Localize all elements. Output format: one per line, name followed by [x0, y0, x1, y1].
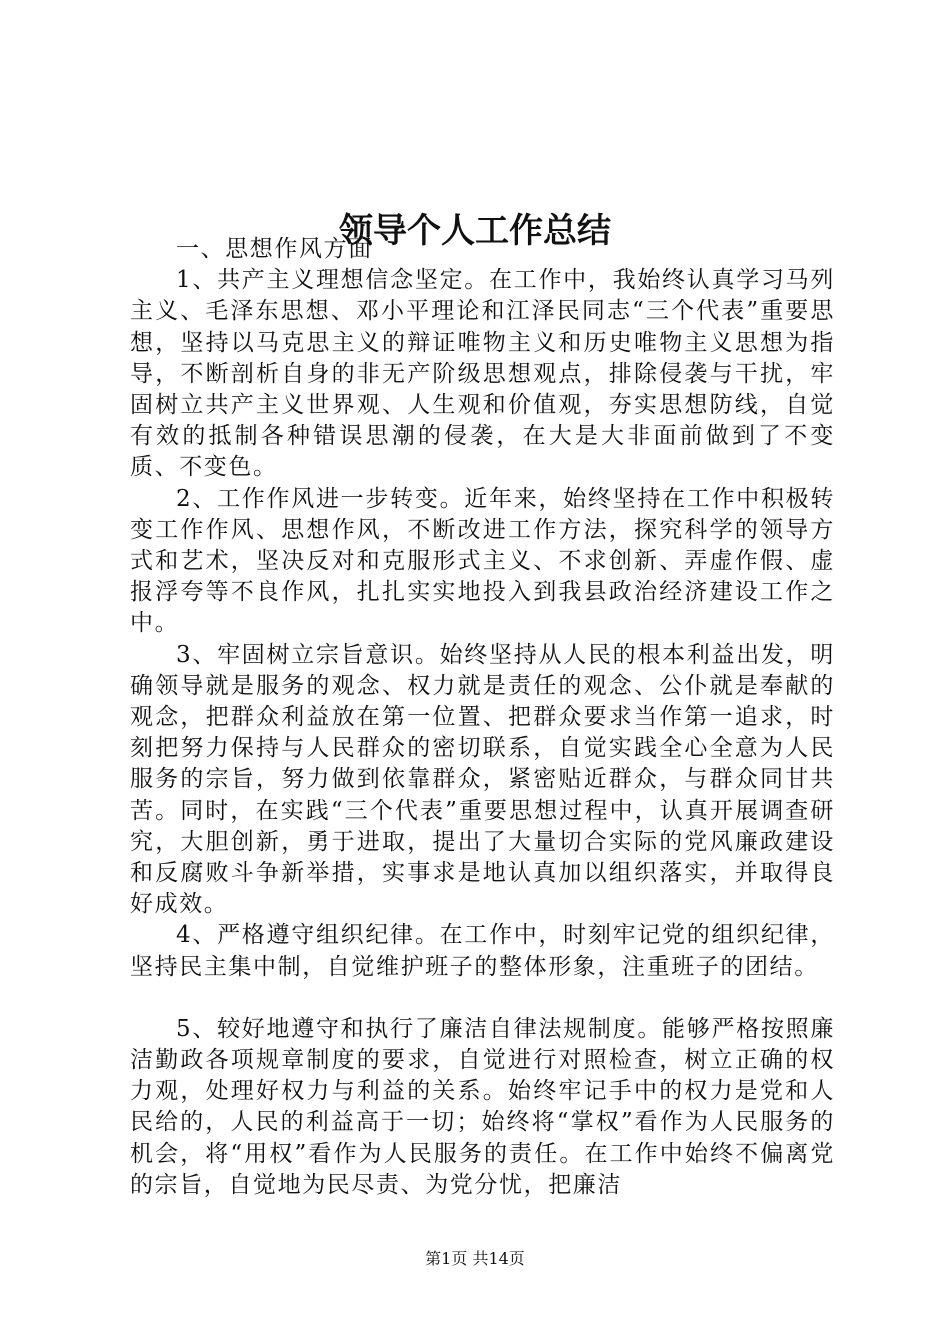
page-number-footer: 第1页 共14页	[425, 1249, 525, 1268]
paragraph-1: 1、共产主义理想信念坚定。在工作中，我始终认真学习马列主义、毛泽东思想、邓小平理论和江泽民同志“三个代表”重要思想，坚持以马克思主义的辩证唯物主义和历史唯物主义思想为指导，不断剖析自身的非无产阶级思想观点，排除侵袭与干扰，牢固树立共产主义世界观、人生观和价值观，夯实思想防线，自觉有效的抵制各种错误思潮的侵袭，在大是大非面前做到了不变质、不变色。	[130, 267, 835, 481]
paragraph-3: 3、牢固树立宗旨意识。始终坚持从人民的根本利益出发，明确领导就是服务的观念、权力就是责任的观念、公仆就是奉献的观念，把群众利益放在第一位置、把群众要求当作第一追求，时刻把努力保持与人民群众的密切联系，自觉实践全心全意为人民服务的宗旨，努力做到依靠群众，紧密贴近群众，与群众同甘共苦。同时，在实践“三个代表”重要思想过程中，认真开展调查研究，大胆创新，勇于进取，提出了大量切合实际的党风廉政建设和反腐败斗争新举措，实事求是地认真加以组织落实，并取得良好成效。	[130, 641, 835, 918]
paragraph-5: 5、较好地遵守和执行了廉洁自律法规制度。能够严格按照廉洁勤政各项规章制度的要求，自觉进行对照检查，树立正确的权力观，处理好权力与利益的关系。始终牢记手中的权力是党和人民给的，人民的利益高于一切；始终将“掌权”看作为人民服务的机会，将“用权”看作为人民服务的责任。在工作中始终不偏离党的宗旨，自觉地为民尽责、为党分忧，把廉洁	[130, 1015, 835, 1198]
paragraph-4: 4、严格遵守组织纪律。在工作中，时刻牢记党的组织纪律，坚持民主集中制，自觉维护班子的整体形象，注重班子的团结。	[130, 922, 835, 980]
document-body	[130, 234, 835, 1201]
paragraph-2: 2、工作作风进一步转变。近年来，始终坚持在工作中积极转变工作作风、思想作风，不断改进工作方法，探究科学的领导方式和艺术，坚决反对和克服形式主义、不求创新、弄虚作假、虚报浮夸等不良作风，扎扎实实地投入到我县政治经济建设工作之中。	[130, 485, 835, 637]
section-heading: 一、思想作风方面	[176, 236, 373, 262]
document-title: 领导个人工作总结	[339, 210, 611, 251]
